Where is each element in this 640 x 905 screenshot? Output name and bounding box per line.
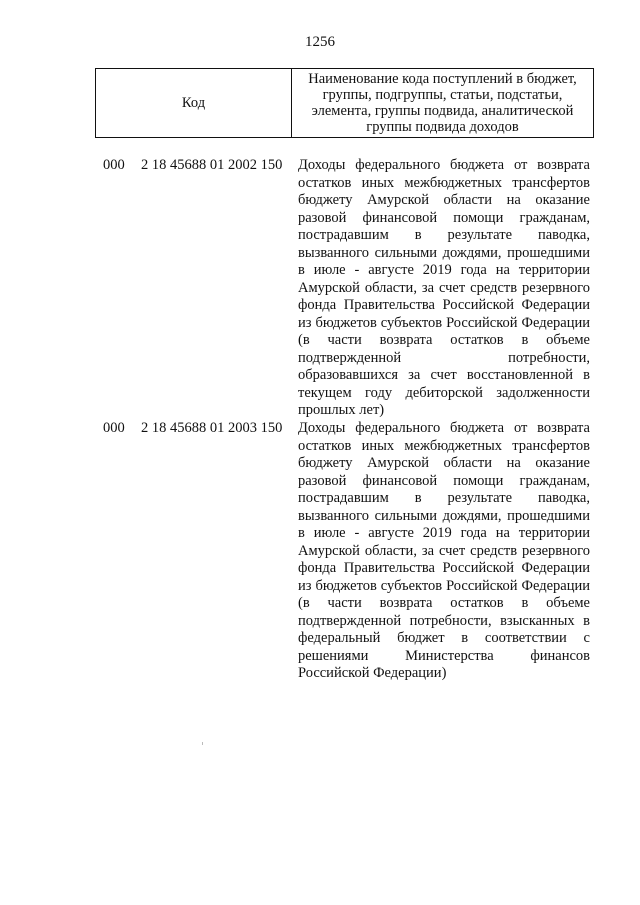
classifier-code: 2 18 45688 01 2002 150 [141,157,283,173]
table-header [95,68,594,138]
page-number: 1256 [305,34,335,50]
classifier-code: 2 18 45688 01 2003 150 [141,420,283,436]
income-description: Доходы федерального бюджета от возврата остатков иных межбюджетных трансфертов бюджету Амурской области на оказание разовой финансовой помощи гражданам, пострадавшим в результате паводка, вызванного сильными дождями, прошедшими в июле - августе 2019 года на территории Амурской области, за счет средств резервного фонда Правительства Российской Федерации из бюджетов субъектов Российской Федерации (в части возврата остатков в объеме подтвержденной потребности, взысканных в федеральный бюджет в соответствии с решениями Министерства финансов Российской Федерации) [298,420,590,681]
income-description: Доходы федерального бюджета от возврата остатков иных межбюджетных трансфертов бюджету Амурской области на оказание разовой финансовой помощи гражданам, пострадавшим в результате паводка, вызванного сильными дождями, прошедшими в июле - августе 2019 года на территории Амурской области, за счет средств резервного фонда Правительства Российской Федерации из бюджетов субъектов Российской Федерации (в части возврата остатков в объеме подтвержденной потребности, образовавшихся за счет восстановленной в текущем году дебиторской задолженности прошлых лет) [298,157,590,418]
scan-speck [202,742,203,745]
header-code-cell: Код [96,69,292,137]
admin-code: 000 [103,420,125,436]
admin-code: 000 [103,157,125,173]
header-name-cell: Наименование кода поступлений в бюджет, группы, подгруппы, статьи, подстатьи, элемента, группы подвида, аналитической группы подвида доходов [308,71,577,135]
